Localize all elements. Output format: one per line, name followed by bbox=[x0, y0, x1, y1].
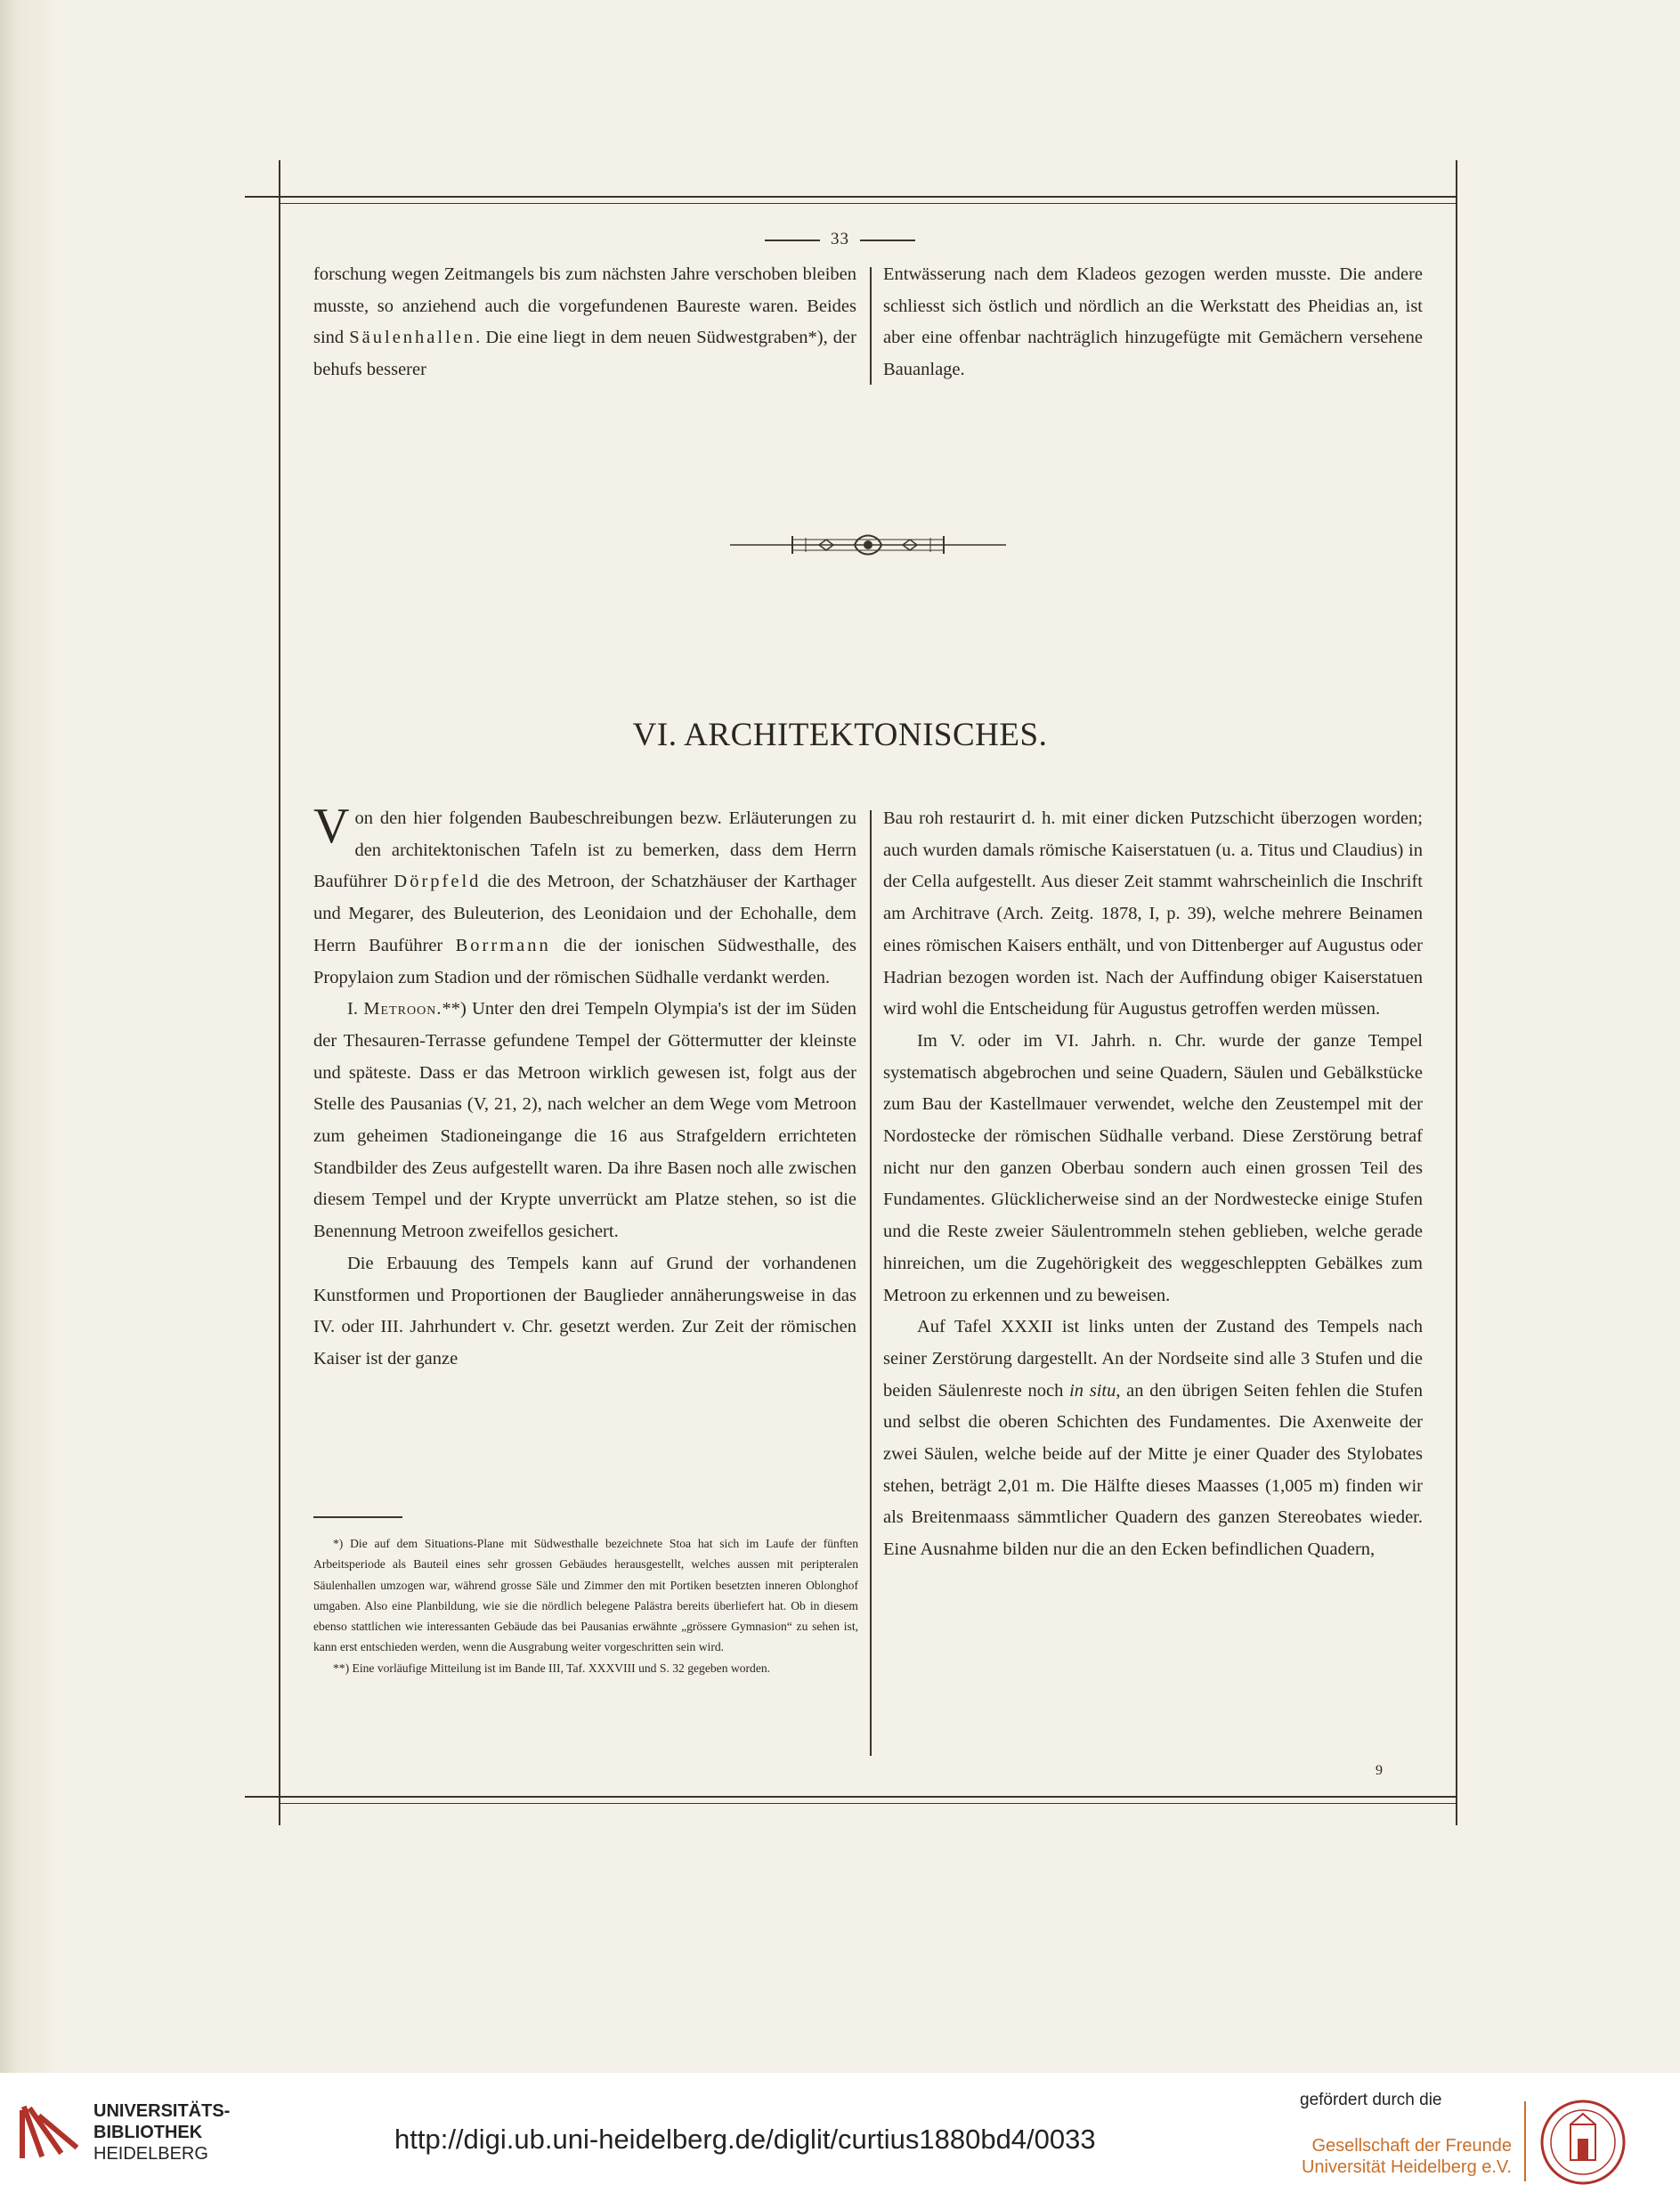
page-edge-shadow bbox=[0, 0, 62, 2073]
top-frame-rule-inner bbox=[279, 203, 1456, 204]
library-name-line-2: BIBLIOTHEK bbox=[93, 2123, 203, 2142]
society-name bbox=[1300, 2135, 1512, 2178]
footer-separator bbox=[1524, 2101, 1526, 2181]
society-name-line-1: Gesellschaft der Freunde bbox=[1311, 2136, 1512, 2156]
footnote-rule bbox=[313, 1516, 402, 1518]
library-name bbox=[93, 2100, 230, 2165]
main-left-column bbox=[313, 799, 857, 1376]
main-column-divider bbox=[870, 810, 872, 1756]
left-frame-rule-bottom bbox=[279, 1353, 280, 1825]
footnote-1: *) Die auf dem Situations-Plane mit Südwesthalle bezeichnete Stoa hat sich im Laufe der fünften Arbeitsperiode als Bauteil eines sehr grossen Gebäudes herausgestellt, welches aussen mit peripteralen Säulenhallen umzogen war, während grosse Säle und Zimmer den mit Portiken besetzten inneren Oblonghof umgaben. Also eine Planbildung, wie sie die nördlich belegene Palästra bereits überliefert hat. Ob in diesem ebenso stattlichen wie interessanten Gebäude das bei Pausanias erwähnte „grössere Gymnasion“ zu sehen ist, kann erst entschieden werden, wenn die Ausgrabung weiter vorgeschritten sein wird. bbox=[313, 1537, 858, 1654]
header-page-number: 33 bbox=[831, 230, 849, 248]
permalink-url[interactable]: http://digi.ub.uni-heidelberg.de/diglit/curtius1880bd4/0033 bbox=[394, 2124, 1096, 2155]
left-p2-heading: Metroon. bbox=[363, 999, 442, 1019]
library-logo-icon bbox=[16, 2098, 80, 2169]
left-paragraph-2 bbox=[313, 994, 856, 1248]
bottom-page-number: 9 bbox=[1376, 1763, 1383, 1778]
left-paragraph-1 bbox=[313, 799, 857, 994]
footnote-2: **) Eine vorläufige Mitteilung ist im Bande III, Taf. XXXVIII und S. 32 gegeben worden. bbox=[333, 1661, 771, 1675]
decorative-ornament bbox=[730, 525, 1006, 564]
top-right-column bbox=[883, 259, 1423, 386]
header-dash-right bbox=[860, 240, 915, 241]
right-p3-text-a: Auf Tafel XXXII ist links unten der Zustand des Tempels nach seiner Zerstörung dargestellt. An der Nordseite sind alle 3 Stufen und die beiden Säulenreste noch bbox=[883, 1317, 1423, 1401]
bottom-frame-rule bbox=[245, 1796, 1456, 1798]
section-title: VI. ARCHITEKTONISCHES. bbox=[632, 717, 1048, 753]
top-right-paragraph: Entwässerung nach dem Kladeos gezogen werden musste. Die andere schliesst sich östlich und nördlich an die Werkstatt des Pheidias an, ist aber eine offenbar nachträglich hinzugefügte mit Gemächern versehene Bauanlage. bbox=[883, 264, 1423, 380]
top-frame-rule bbox=[245, 196, 1456, 198]
left-paragraph-3: Die Erbauung des Tempels kann auf Grund der vorhandenen Kunstformen und Proportionen der Bauglieder annäherungsweise in das IV. oder III. Jahrhundert v. Chr. gesetzt werden. Zur Zeit der römischen Kaiser ist der ganze bbox=[313, 1253, 856, 1369]
right-p3-italic: in situ bbox=[1069, 1380, 1116, 1401]
library-name-line-3: HEIDELBERG bbox=[93, 2144, 208, 2164]
left-p1-name-2: Borrmann bbox=[455, 935, 551, 955]
right-paragraph-2: Im V. oder im VI. Jahrh. n. Chr. wurde der ganze Tempel systematisch abgebrochen und seine Quadern, Säulen und Gebälkstücke zum Bau der Kastellmauer verwendet, welche den Zeustempel mit der Nordostecke der römischen Südhalle verband. Diese Zerstörung betraf nicht nur den ganzen Oberbau sondern auch einen grossen Teil des Fundamentes. Glücklicherweise sind an der Nordwestecke einige Stufen und die Reste zweier Säulentrommeln stehen geblieben, welche gerade hinreichen, um die Zugehörigkeit des weggeschleppten Gebälkes zum Metroon zu erkennen und zu beweisen. bbox=[883, 1030, 1423, 1305]
bottom-frame-rule-inner bbox=[279, 1803, 1456, 1804]
right-frame-rule-bottom bbox=[1456, 1353, 1457, 1825]
university-seal-icon bbox=[1538, 2098, 1627, 2187]
left-p1-text-b: die des Metroon, der Schatzhäuser der Karthager und Megarer, des Buleuterion, des Leonidaion und der Echohalle, dem Herrn Bauführer bbox=[313, 872, 857, 955]
footnotes bbox=[313, 1533, 858, 1678]
top-column-divider bbox=[870, 267, 872, 385]
right-p3-text-b: , an den übrigen Seiten fehlen die Stufen und selbst die oberen Schichten des Fundamentes. Die Axenweite der zwei Säulen, welche beide auf der Mitte je einer Quader des Stylobates stehen, beträgt 2,01 m. Die Hälfte dieses Maasses (1,005 m) finden wir als Breitenmaass sämmtlicher Quadern des ganzen Stereobates wieder. Eine Ausnahme bilden nur die an den Ecken befindlichen Quadern, bbox=[883, 1380, 1423, 1560]
top-left-text: forschung wegen Zeitmangels bis zum nächsten Jahre verschoben bleiben musste, so anziehend auch die vorgefundenen Baureste waren. Beides sind bbox=[313, 264, 856, 348]
header-dash-left bbox=[765, 240, 820, 241]
top-left-spaced-term: Säulenhallen bbox=[349, 328, 476, 348]
funded-by-label: gefördert durch die bbox=[1300, 2091, 1442, 2109]
top-left-column bbox=[313, 259, 856, 386]
top-left-text-end: . Die eine liegt in dem neuen Südwestgraben*), der behufs besserer bbox=[313, 328, 856, 380]
society-name-line-2: Universität Heidelberg e.V. bbox=[1301, 2157, 1512, 2177]
left-frame-rule-top bbox=[279, 160, 280, 1353]
left-p1-text-a: on den hier folgenden Baubeschreibungen bezw. Erläuterungen zu den architektonischen Tafeln ist zu bemerken, dass dem Herrn Bauführer bbox=[313, 808, 856, 892]
drop-cap: V bbox=[313, 799, 350, 854]
main-right-column bbox=[883, 803, 1423, 1566]
left-p1-name-1: Dörpfeld bbox=[394, 872, 482, 892]
top-left-paragraph bbox=[313, 259, 856, 386]
left-p1-text-c: die der ionischen Südwesthalle, des Propylaion zum Stadion und der römischen Südhalle verdankt werden. bbox=[313, 935, 856, 987]
right-paragraph-1: Bau roh restaurirt d. h. mit einer dicken Putzschicht überzogen worden; auch wurden damals römische Kaiserstatuen (u. a. Titus und Claudius) in der Cella aufgestellt. Aus dieser Zeit stammt wahrscheinlich die Inschrift am Architrave (Arch. Zeitg. 1878, I, p. 39), welche mehrere Beinamen eines römischen Kaisers enthält, und von Dittenberger auf Augustus oder Hadrian bezogen worden ist. Nach der Auffindung obiger Kaiserstatuen wird wohl die Entscheidung für Augustus getroffen werden müssen. bbox=[883, 808, 1423, 1019]
library-name-line-1: UNIVERSITÄTS- bbox=[93, 2101, 231, 2121]
page-header bbox=[0, 230, 1680, 249]
left-p2-text: **) Unter den drei Tempeln Olympia's ist der im Süden der Thesauren-Terrasse gefundene Tempel der Göttermutter der kleinste und späteste. Dass er das Metroon wirklich gewesen ist, folgt aus der Stelle des Pausanias (V, 21, 2), nach welcher an dem Wege vom Metroon zum geheimen Stadioneingange die 16 aus Strafgeldern errichteten Standbilder des Zeus aufgestellt waren. Da ihre Basen noch alle zwischen diesem Tempel und der Krypte unverrückt am Platze stehen, so ist die Benennung Metroon zweifellos gesichert. bbox=[313, 999, 856, 1242]
digitization-footer bbox=[0, 2073, 1680, 2193]
right-frame-rule-top bbox=[1456, 160, 1457, 1353]
left-p2-number: I. bbox=[347, 999, 364, 1019]
right-paragraph-3 bbox=[883, 1312, 1423, 1566]
